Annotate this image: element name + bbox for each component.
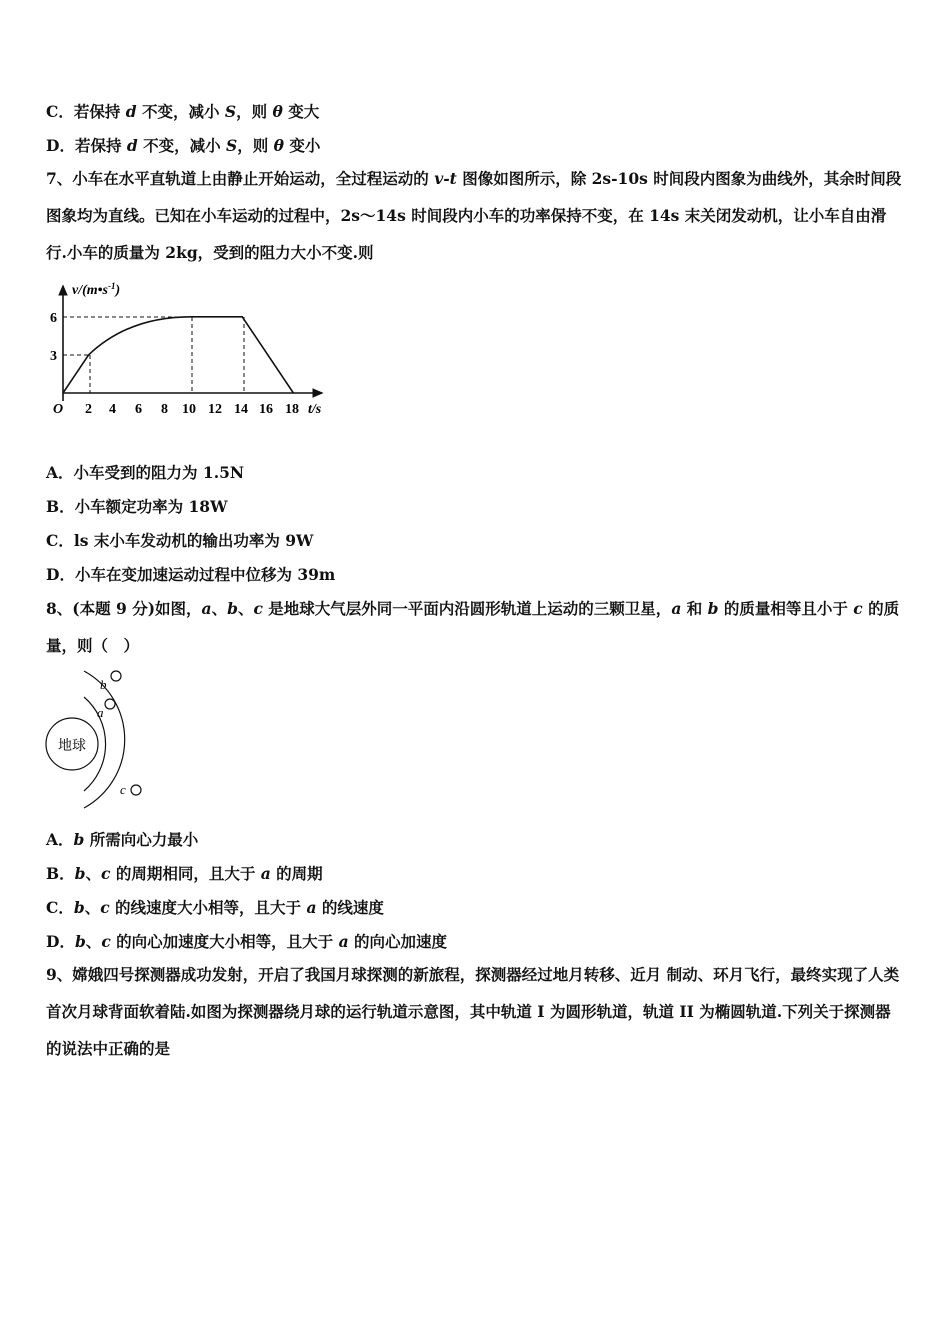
x-tick-6: 6 bbox=[135, 402, 142, 417]
q7-stem: 7、小车在水平直轨道上由静止开始运动，全过程运动的 v-t 图像如图所示，除 2s-10s 时间段内图象为曲线外，其余时间段图象均为直线。已知在小车运动的过程中，2s～14s 时间段内小车的功率保持不变，在 14s 末关闭发动机，让小车自由滑行.小车的质量为 2kg，受到的阻力大小不变.则 bbox=[46, 169, 902, 262]
x-tick-12: 12 bbox=[208, 402, 222, 417]
x-tick-16: 16 bbox=[259, 402, 273, 417]
q6-option-d: D．若保持 d 不变，减小 S，则 θ 变小 bbox=[46, 136, 321, 155]
x-tick-8: 8 bbox=[161, 402, 168, 417]
x-tick-18: 18 bbox=[285, 402, 299, 417]
x-tick-14: 14 bbox=[234, 402, 248, 417]
vt-series-line bbox=[63, 317, 293, 393]
y-axis-label: $v/(m•s^{-1})$ bbox=[72, 281, 121, 298]
orbit-diagram bbox=[40, 666, 170, 816]
vt-chart bbox=[44, 278, 344, 418]
q7-option-d: D．小车在变加速运动过程中位移为 39m bbox=[46, 565, 336, 584]
satellite-c bbox=[131, 785, 141, 795]
q9-stem: 9、嫦娥四号探测器成功发射，开启了我国月球探测的新旅程，探测器经过地月转移、近月 制动、环月飞行，最终实现了人类首次月球背面软着陆.如图为探测器绕月球的运行轨道示意图，其中轨道 I 为圆形轨道，轨道 II 为椭圆轨道.下列关于探测器的说法中正确的是 bbox=[46, 965, 900, 1058]
y-tick-3: 3 bbox=[50, 349, 57, 364]
label-a: a bbox=[97, 705, 104, 720]
x-tick-2: 2 bbox=[85, 402, 92, 417]
q6-option-c: C．若保持 d 不变，减小 S，则 θ 变大 bbox=[46, 102, 320, 121]
x-tick-10: 10 bbox=[182, 402, 196, 417]
label-b: b bbox=[100, 677, 107, 692]
q7-option-a: A．小车受到的阻力为 1.5N bbox=[46, 463, 245, 482]
x-tick-4: 4 bbox=[109, 402, 116, 417]
x-axis-label: t/s bbox=[308, 402, 322, 417]
q7-option-b: B．小车额定功率为 18W bbox=[46, 497, 228, 516]
q8-option-d: D．b、c 的向心加速度大小相等，且大于 a 的向心加速度 bbox=[46, 932, 448, 951]
satellite-a bbox=[105, 699, 115, 709]
q8-option-a: A．b 所需向心力最小 bbox=[46, 830, 199, 849]
earth-label: 地球 bbox=[58, 739, 86, 754]
q7-option-c: C．ls 末小车发动机的输出功率为 9W bbox=[46, 531, 314, 550]
label-c: c bbox=[120, 782, 126, 797]
y-tick-6: 6 bbox=[50, 311, 57, 326]
q8-option-c: C．b、c 的线速度大小相等，且大于 a 的线速度 bbox=[46, 898, 384, 917]
satellite-b bbox=[111, 671, 121, 681]
q8-option-b: B．b、c 的周期相同，且大于 a 的周期 bbox=[46, 864, 323, 883]
origin-label: O bbox=[53, 402, 64, 417]
q8-stem: 8、(本题 9 分)如图，a、b、c 是地球大气层外同一平面内沿圆形轨道上运动的三颗卫星，a 和 b 的质量相等且小于 c 的质量，则（ ） bbox=[46, 599, 900, 655]
